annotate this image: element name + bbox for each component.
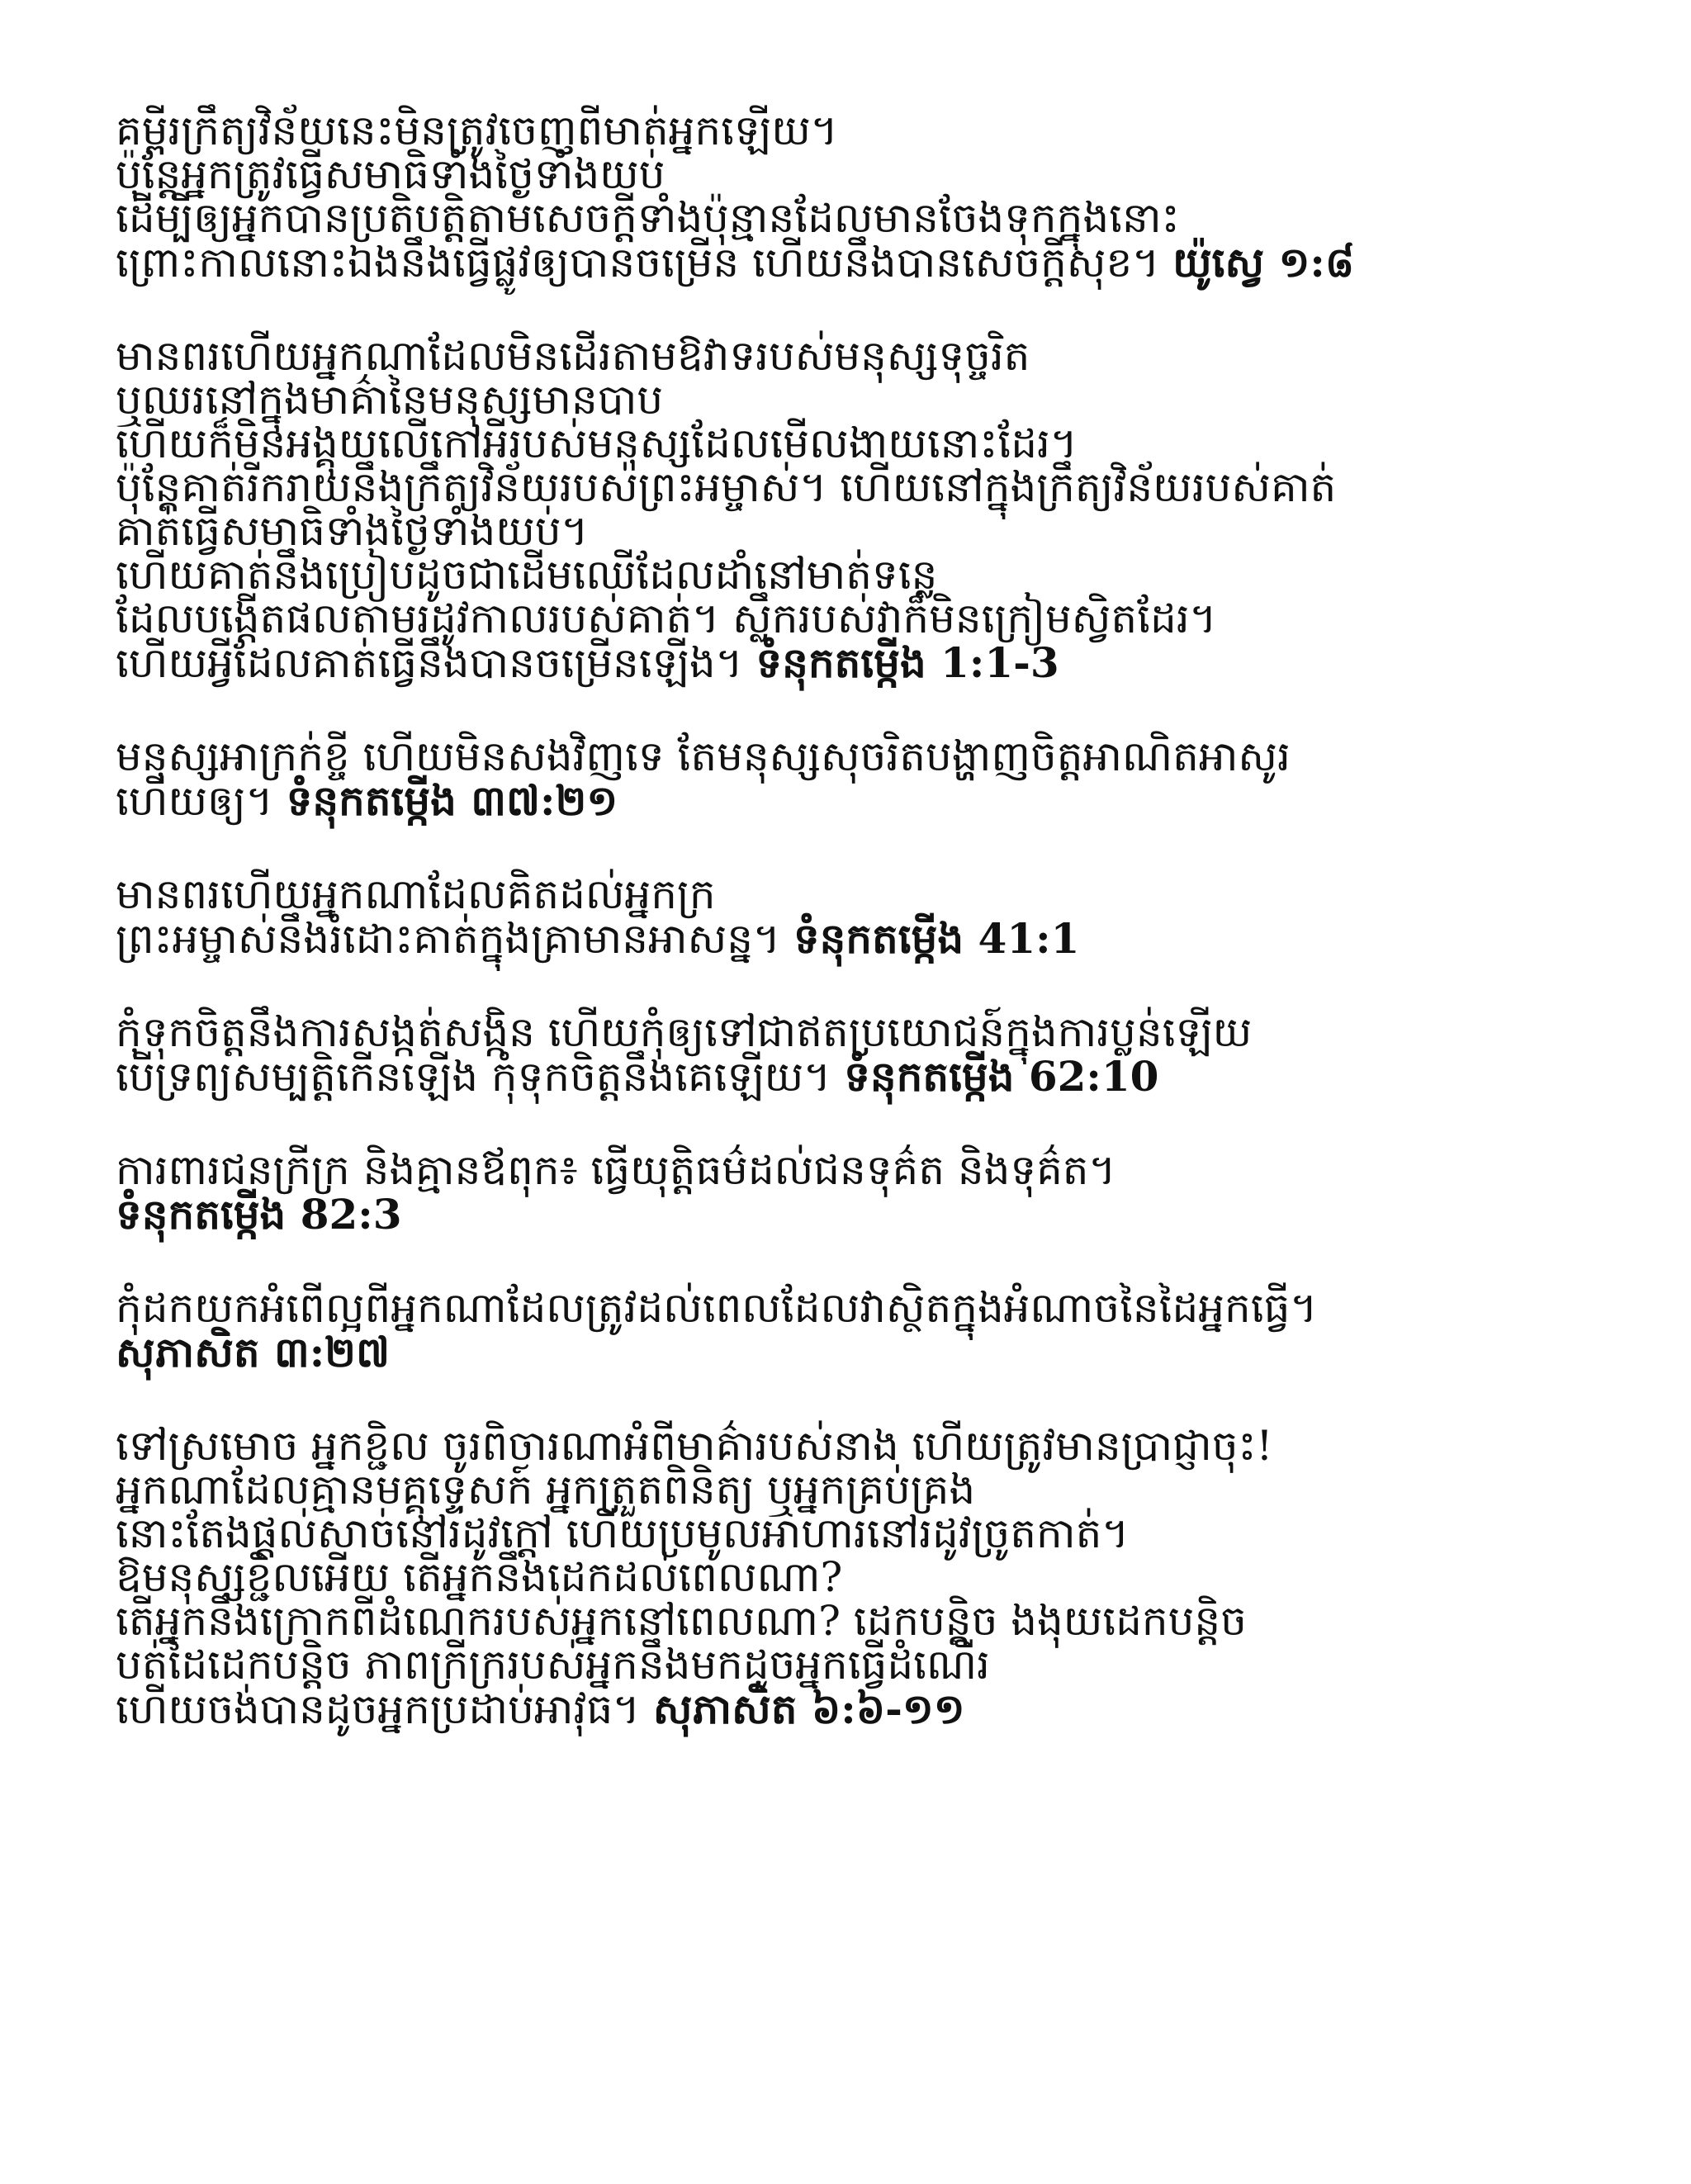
passage-line-with-reference	[116, 638, 1602, 687]
passage-line-with-reference	[116, 240, 1602, 285]
passage-line: ព្រោះកាលនោះឯងនឹងធ្វើផ្លូវឲ្យបានចម្រើន ហើយនឹងបានសេចក្តីសុខ។	[116, 239, 1173, 287]
passage-line: ហើយអ្វីដែលគាត់ធ្វើនឹងបានចម្រើនឡើង។	[116, 639, 756, 687]
passage-line: បើទ្រព្យសម្បត្តិកើនឡើង កុំទុកចិត្តនឹងគេឡើយ។	[116, 1053, 845, 1101]
passage-line: ប៉ុន្តែគាត់រីករាយនឹងក្រឹត្យវិន័យរបស់ព្រះអម្ចាស់។ ហើយនៅក្នុងក្រឹត្យវិន័យរបស់គាត់	[116, 463, 1337, 511]
scripture-page	[116, 109, 1602, 1781]
passage-line-with-reference	[116, 1054, 1602, 1099]
passage-line: ព្រះអម្ចាស់នឹងរំដោះគាត់ក្នុងគ្រាមានអាសន្ន។	[116, 915, 793, 963]
passage-line-with-reference	[116, 776, 1602, 825]
passage-line: គាត់ធ្វើសមាធិទាំងថ្ងៃទាំងយប់។	[116, 507, 589, 555]
passage-line: បត់ដៃដេកបន្តិច ភាពក្រីក្ររបស់អ្នកនឹងមកដូចអ្នកធ្វើដំណើរ	[116, 1641, 990, 1689]
passage-line: ទៅស្រមោច អ្នកខ្ជិល ចូរពិចារណាអំពីមាគ៌ារបស់នាង ហើយត្រូវមានប្រាជ្ញាចុះ!	[116, 1422, 1273, 1470]
passage-line: កុំទុកចិត្តនឹងការសង្កត់សង្កិន ហើយកុំឲ្យទៅជាឥតប្រយោជន៍ក្នុងការប្លន់ឡើយ	[116, 1008, 1253, 1056]
passage-psalm-1-1-3	[116, 334, 1602, 685]
passage-line: ហើយចង់បានដូចអ្នកប្រដាប់អាវុធ។	[116, 1685, 653, 1733]
passage-psalm-37-21	[116, 732, 1602, 825]
passage-proverbs-3-27	[116, 1286, 1602, 1375]
passage-line-with-reference	[116, 1684, 1602, 1733]
verse-reference: ទំនុកតម្កើង 82:3	[116, 1190, 402, 1239]
passage-line-with-reference	[116, 1330, 1602, 1375]
passage-line: ការពារជនក្រីក្រ និងគ្មានឪពុក៖ ធ្វើយុត្តិធម៌ដល់ជនទុគ៌ត និងទុគ៌ត។	[116, 1146, 1116, 1194]
verse-reference: ទំនុកតម្កើង 62:10	[844, 1052, 1159, 1101]
verse-reference: ទំនុកតម្កើង 1:1-3	[756, 638, 1059, 687]
passage-line: ដែលបង្កើតផលតាមរដូវកាលរបស់គាត់។ ស្លឹករបស់វាក៏មិនក្រៀមស្វិតដែរ។	[116, 595, 1217, 642]
passage-joshua-1-8	[116, 109, 1602, 285]
passage-line: ឬឈរនៅក្នុងមាគ៌ានៃមនុស្សមានបាប	[116, 376, 664, 424]
passage-line: ហើយគាត់នឹងប្រៀបដូចជាដើមឈើដែលដាំនៅមាត់ទន្លេ	[116, 551, 938, 599]
passage-line: ឱមនុស្សខ្ជិលអើយ តើអ្នកនឹងដេកដល់ពេលណា?	[116, 1553, 843, 1601]
verse-reference: សុភាសិត ៦:៦-១១	[652, 1684, 965, 1733]
passage-line: នោះតែងផ្តល់សាច់នៅរដូវក្តៅ ហើយប្រមូលអាហារនៅរដូវច្រូតកាត់។	[116, 1509, 1130, 1557]
passage-line: មានពរហើយអ្នកណាដែលគិតដល់អ្នកក្រ	[116, 870, 716, 918]
passage-line: មនុស្សអាក្រក់ខ្ចី ហើយមិនសងវិញទេ តែមនុស្សសុចរិតបង្ហាញចិត្តអាណិតអាសូរ	[116, 732, 1291, 780]
verse-reference: ទំនុកតម្កើង ៣៧:២១	[286, 776, 618, 825]
passage-line: ហើយក៏មិនអង្គុយលើកៅអីរបស់មនុស្សដែលមើលងាយនោះដែរ។	[116, 419, 1078, 467]
passage-line: ហើយឲ្យ។	[116, 777, 287, 825]
passage-line: កុំដកយកអំពើល្អពីអ្នកណាដែលត្រូវដល់ពេលដែលវាស្ថិតក្នុងអំណាចនៃដៃអ្នកធ្វើ។	[116, 1284, 1318, 1332]
passage-line-with-reference	[116, 1192, 1602, 1237]
passage-psalm-41-1	[116, 870, 1602, 963]
passage-line-with-reference	[116, 914, 1602, 963]
verse-reference: សុភាសិត ៣:២៧	[116, 1328, 391, 1376]
passage-line: គម្ពីរក្រឹត្យវិន័យនេះមិនត្រូវចេញពីមាត់អ្នកឡើយ។	[116, 107, 838, 154]
passage-line: តើអ្នកនឹងក្រោកពីដំណេករបស់អ្នកនៅពេលណា? ដេកបន្តិច ងងុយដេកបន្តិច	[116, 1597, 1247, 1645]
verse-reference: យ៉ូស្វេ ១:៨	[1172, 238, 1355, 287]
passage-psalm-82-3	[116, 1146, 1602, 1239]
passage-psalm-62-10	[116, 1008, 1602, 1101]
passage-line: ដើម្បីឲ្យអ្នកបានប្រតិបត្តិតាមសេចក្តីទាំងប៉ុន្មានដែលមានចែងទុកក្នុងនោះ	[116, 194, 1180, 242]
verse-reference: ទំនុកតម្កើង 41:1	[793, 914, 1080, 963]
passage-line: ប៉ុន្តែអ្នកត្រូវធ្វើសមាធិទាំងថ្ងៃទាំងយប់	[116, 150, 666, 198]
passage-line: មានពរហើយអ្នកណាដែលមិនដើរតាមឱវាទរបស់មនុស្សទុច្ចរិត	[116, 332, 1030, 380]
passage-proverbs-6-6-11	[116, 1424, 1602, 1732]
passage-line: អ្នកណាដែលគ្មានមគ្គុទ្ទេសក៍ អ្នកត្រួតពិនិត្យ ឬអ្នកគ្រប់គ្រង	[116, 1466, 976, 1514]
